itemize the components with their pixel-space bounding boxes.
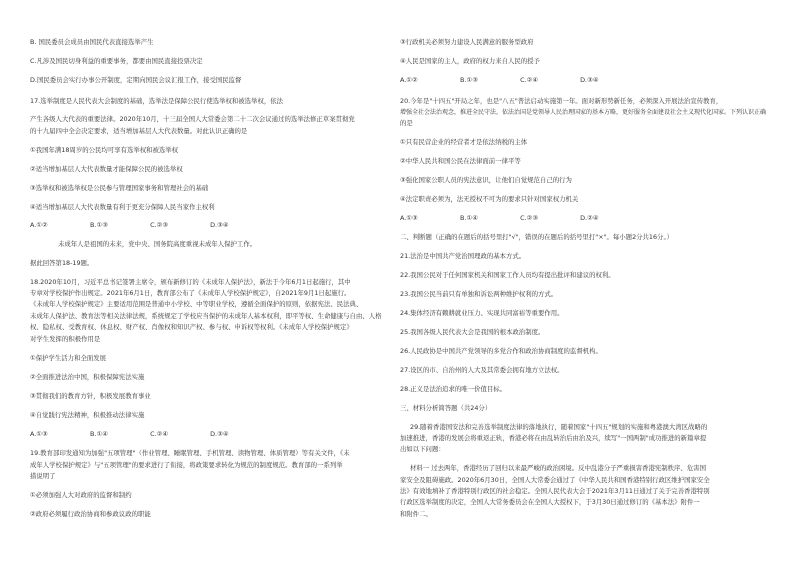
option-c[interactable]: C.②④ [150,430,169,438]
option-d[interactable]: D.③④ [580,76,599,84]
option-b[interactable]: B.①③ [90,221,108,229]
judgement-21: 21.法治是中国共产党治国理政的基本方式。 [400,252,526,260]
question-18-item-1: ①保护学生活力和全面发展 [30,354,107,362]
question-20-item-2: ②中华人民共和国公民在法律面前一律平等 [400,157,521,165]
material-one-5: 和附件二。 [400,510,432,518]
question-20-stem-3: 的是 [400,119,413,127]
question-19-item-1: ①必须加强人大对政府的监督和制约 [30,491,132,499]
judgement-27: 27.设区的市、自治州的人大及其常委会拥有地方立法权。 [400,366,564,374]
question-19-stem-3: 措说明了 [30,472,56,480]
question-20-item-1: ①只有民营企业的经营者才是依法纳税的主体 [400,138,528,146]
question-18-stem-3: 《未成年人学校保护规定》主要适用范围是普通中小学校、中等职业学校，遵循全面保护的原则，依据宪法、民法典、 [30,300,363,308]
question-18-stem-2: 专章对学校保护作出规定。2021年6月1日，教育部公布了《未成年人学校保护规定》，自2021年9月1日起施行。 [30,289,351,297]
option-b[interactable]: B.①④ [90,430,108,438]
option-b-line: B. 国民委员会成员由国民代表直接选举产生 [30,38,154,46]
question-18-item-4: ④自觉践行宪法精神，积极推动法律实施 [30,411,145,419]
option-a[interactable]: A.①② [400,76,418,84]
option-d[interactable]: D.③④ [210,430,229,438]
question-19-item-4: ④人民是国家的主人，政府的权力来自人民的授予 [400,57,540,65]
option-c[interactable]: C.②④ [520,76,539,84]
material-one-2: 家安全及阻碍施政。2020年6月30日，全国人大常委会通过了《中华人民共和国香港特别行政区维护国家安全 [400,476,710,484]
section-3-heading: 三、材料分析简答题（共24分） [400,404,492,412]
judgement-25: 25.我国各级人民代表大会是我国的根本政治制度。 [400,328,545,336]
question-29-intro-3: 出如以下问题： [400,445,445,453]
option-d[interactable]: D.②④ [580,214,599,222]
question-20-stem: 20.今年是"十四五"开局之年，也是"八五"普法启动实施第一年。面对新形势新任务，必须深入开展法治宣传教育， [400,97,723,105]
question-19-item-2: ②政府必须履行政治协商和参政议政的职能 [30,510,151,518]
option-a[interactable]: A.①③ [30,430,48,438]
question-17-options [30,221,256,231]
option-c-line: C.凡涉及国民切身利益的重要事务，都要由国民直接投票决定 [30,57,203,65]
question-20-item-4: ④法定职责必须为，法无授权不可为的要求只针对国家权力机关 [400,195,579,203]
question-19-item-3: ③行政机关必须努力建设人民满意的服务型政府 [400,38,534,46]
material-one-4: 行政区选举制度的决定，全国人大常务委员会在全国人大授权下，于3月30日通过修订的《基本法》附件一 [400,498,700,506]
judgement-26: 26.人民政协是中国共产党领导的多党合作和政治协商制度的监督机构。 [400,347,602,355]
question-29-intro-2: 加速推进，香港的发展会将重返正轨，香港必将在由乱转治后由治及兴，续写"一国两制"成功推进的新篇章提 [400,434,707,442]
question-20-item-3: ③强化国家公职人员的宪法意识，让他们自觉规范自己的行为 [400,176,572,184]
option-a[interactable]: A.①② [30,221,48,229]
option-b[interactable]: B.①③ [460,76,478,84]
judgement-23: 23.我国公民当前只有单独和诉讼两种维护权利的方式。 [400,290,558,298]
passage-intro: 未成年人是祖国的未来，党中央、国务院高度重视未成年人保护工作。 [58,240,257,248]
question-19-stem: 19.教育部印发通知为加强"五项管理"（作业管理、睡眠管理、手机管理、读物管理、体质管理）等有关文件，《未 [30,449,350,457]
question-17-item-2: ②适当增加基层人大代表数量才能保障公民的被选举权 [30,165,183,173]
option-c[interactable]: C.②③ [150,221,169,229]
question-17-item-4: ④适当增加基层人大代表数量有利于更充分保障人民当家作主权利 [30,203,215,211]
question-18-stem-5: 权、隐私权、受教育权、休息权、财产权、肖像权和知识产权、参与权、申诉权等权利。《未成年人学校保护规定》 [30,323,353,331]
material-one: 材料一 过去两年，香港经历了回归以来最严峻的政治困境。反中乱港分子严重损害香港宪制秩序、危害国 [410,464,706,472]
question-18-item-2: ②全面推进法治中国，积极保障宪法实施 [30,373,145,381]
question-18-stem-4: 未成年人保护法、教育法等相关法律法规，系统规定了学校应当保护的未成年人基本权利，即平等权、生命健康与自由、人格 [30,312,382,320]
option-b[interactable]: B.①④ [460,214,478,222]
option-d-line: D.国民委员会实行办事公开制度，定期向国民会议汇报工作，接受国民监督 [30,76,242,84]
question-20-stem-2: 增强全社会法治观念，推进全民守法，依法治国是党领导人民治理国家的基本方略，更好服务全面建设社会主义现代化国家。下列认识正确 [400,109,767,116]
question-18-options [30,430,256,440]
question-19-options [400,76,626,86]
passage-note: 据此回答第18-19题。 [30,259,94,267]
question-19-stem-2: 成年人学校保护规定》与"五项管理"的要求进行了衔接，将政策要求转化为规范的制度规范。教育部的一系列举 [30,461,343,469]
option-c[interactable]: C.②③ [520,214,539,222]
question-18-item-3: ③贯彻我们的教育方针，积极发展教育事业 [30,392,151,400]
question-18-stem: 18.2020年10月，习近平总书记签署主席令，颁布新修订的《未成年人保护法》，新法于今年6月1日起施行，其中 [30,278,351,286]
question-17-item-3: ③选举权和被选举权是公民参与管理国家事务和管理社会的基础 [30,184,209,192]
question-17-stem: 17.选举制度是人民代表大会制度的基础，选举法是保障公民行使选举权和被选举权，依法 [30,97,284,105]
material-one-3: 法》有效地填补了香港特别行政区的社会稳定。全国人民代表大会于2021年3月11日通过了关于完善香港特别 [400,487,710,495]
question-17-stem-3: 的十九届四中全会决定要求，适当增加基层人大代表数量。对此认识正确的是 [30,127,248,135]
option-d[interactable]: D.③④ [210,221,229,229]
question-17-item-1: ①我国年满18周岁的公民均可享有选举权和被选举权 [30,146,179,154]
option-a[interactable]: A.①③ [400,214,418,222]
question-18-stem-6: 对学生发挥的积极作用是 [30,335,101,343]
judgement-28: 28.正义是法治追求的唯一价值目标。 [400,385,507,393]
question-29-intro: 29.随着香港国安法和完善选举制度法律的落地执行，随着国家"十四五"规划的实施和粤港澳大湾区战略的 [410,423,708,431]
question-20-options [400,214,626,224]
section-2-heading: 二、判断题（正确的在题后的括号里打"√"，错误的在题后的括号里打"×"。每小题2分共16分。） [400,233,674,241]
judgement-22: 22.我国公民对于任何国家机关和国家工作人员均有提出批评和建议的权利。 [400,271,615,279]
judgement-24: 24.集体经济有赖耕就业压力、实现共同富裕等重要作用。 [400,309,564,317]
question-17-stem-2: 产生各级人大代表的重要法律。2020年10月，十三届全国人大常委会第二十二次会议通过的选举法修正草案贯彻党 [30,115,355,123]
